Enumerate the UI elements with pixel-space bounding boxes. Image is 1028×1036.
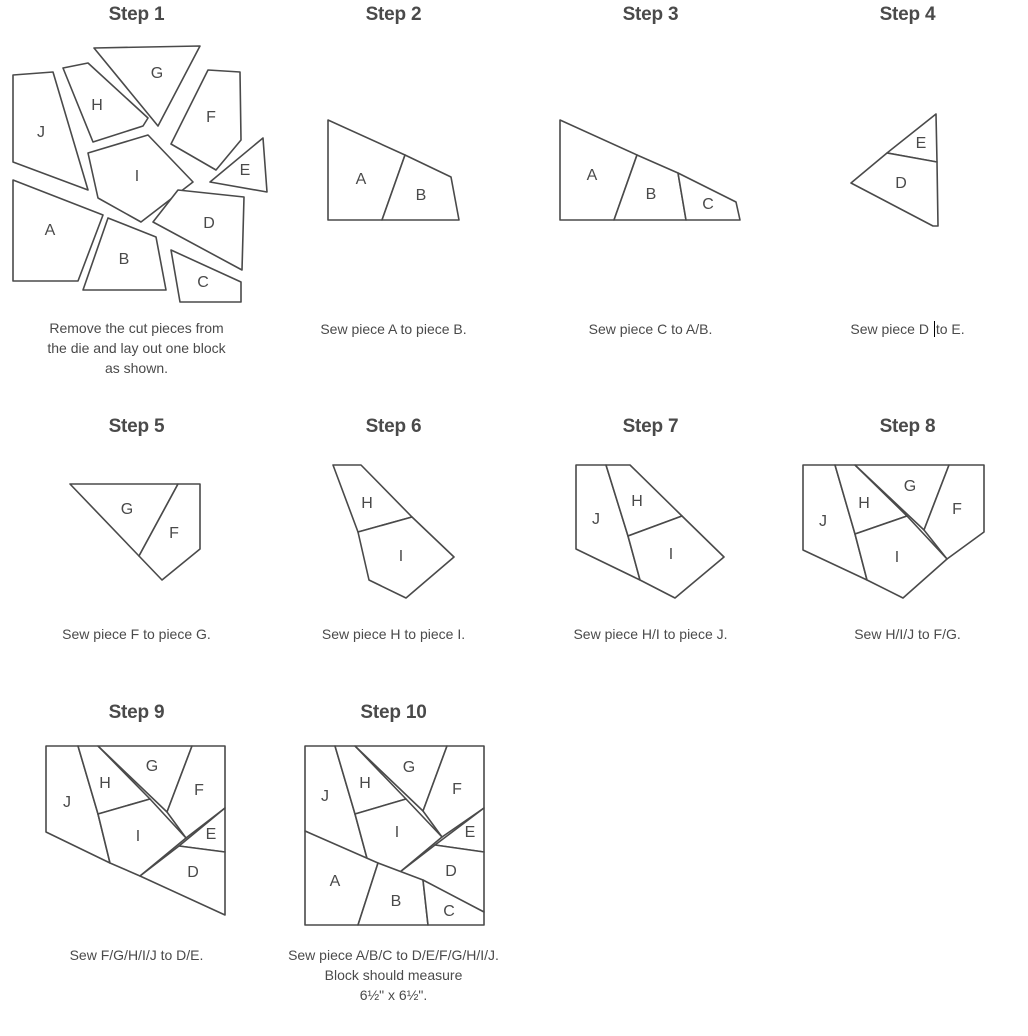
step-4-diagram	[779, 0, 1028, 240]
piece-label-g: G	[145, 758, 159, 776]
piece-label-g: G	[120, 501, 134, 519]
step-title: Step 6	[365, 416, 422, 437]
piece-label-h: H	[361, 495, 373, 513]
step-caption: Sew piece H to piece I.	[321, 626, 466, 642]
step-10-diagram	[265, 698, 522, 938]
piece-label-c: C	[702, 196, 714, 214]
caption-text-before: Sew piece D	[850, 321, 933, 337]
piece-label-e: E	[464, 824, 476, 842]
caption-text-after: to E.	[935, 321, 965, 337]
step-caption: Sew H/I/J to F/G.	[854, 626, 961, 642]
step-6-diagram	[265, 412, 522, 612]
step-title: Step 4	[879, 4, 936, 25]
piece-label-i: I	[894, 549, 900, 567]
step-title: Step 8	[879, 416, 936, 437]
step-caption: Sew F/G/H/I/J to D/E.	[69, 947, 204, 963]
piece-label-j: J	[592, 511, 600, 529]
step-2-diagram	[265, 0, 522, 240]
piece-label-b: B	[390, 893, 402, 911]
step-caption: Remove the cut pieces from the die and lay out one block as shown.	[47, 320, 226, 376]
piece-a	[13, 180, 103, 281]
piece-label-b: B	[118, 251, 130, 269]
step-1-layout-diagram	[8, 0, 278, 310]
piece-label-i: I	[398, 548, 404, 566]
piece-label-e: E	[915, 135, 927, 153]
step-caption: Sew piece A/B/C to D/E/F/G/H/I/J. Block should measure 6½" x 6½".	[288, 947, 499, 1003]
piece-label-h: H	[99, 775, 111, 793]
step-title: Step 5	[108, 416, 165, 437]
piece-label-b: B	[415, 187, 427, 205]
step-caption: Sew piece A to piece B.	[320, 321, 467, 337]
piece-label-i: I	[135, 828, 141, 846]
step-caption	[779, 319, 1028, 339]
piece-label-d: D	[445, 863, 457, 881]
piece-label-f: F	[206, 109, 216, 127]
piece-label-h: H	[631, 493, 643, 511]
piece-label-j: J	[63, 794, 71, 812]
piece-label-f: F	[952, 501, 962, 519]
step-7-diagram	[522, 412, 779, 612]
step-title: Step 9	[108, 702, 165, 723]
piece-label-i: I	[394, 824, 400, 842]
piece-label-a: A	[586, 167, 598, 185]
piece-label-h: H	[858, 495, 870, 513]
piece-label-f: F	[194, 782, 204, 800]
piece-label-j: J	[819, 513, 827, 531]
piece-label-h: H	[359, 775, 371, 793]
piece-label-e: E	[205, 826, 217, 844]
piece-label-f: F	[169, 525, 179, 543]
step-title: Step 2	[365, 4, 422, 25]
piece-label-i: I	[668, 546, 674, 564]
piece-label-e: E	[239, 162, 251, 180]
piece-label-i: I	[134, 168, 140, 186]
piece-label-j: J	[37, 124, 45, 142]
piece-label-a: A	[44, 222, 56, 240]
piece-i	[358, 517, 454, 598]
piece-label-d: D	[187, 864, 199, 882]
step-9-diagram	[8, 698, 265, 938]
step-title: Step 3	[622, 4, 679, 25]
piece-label-d: D	[895, 175, 907, 193]
piece-label-g: G	[903, 478, 917, 496]
piece-label-c: C	[443, 903, 455, 921]
piece-label-a: A	[329, 873, 341, 891]
text-cursor	[934, 321, 935, 337]
step-title: Step 1	[108, 4, 165, 25]
step-8-diagram	[779, 412, 1028, 612]
step-caption: Sew piece C to A/B.	[588, 321, 713, 337]
step-caption: Sew piece F to piece G.	[62, 626, 211, 642]
piece-label-f: F	[452, 781, 462, 799]
step-3-diagram	[522, 0, 779, 240]
piece-label-j: J	[321, 788, 329, 806]
piece-label-a: A	[355, 171, 367, 189]
piece-label-b: B	[645, 186, 657, 204]
step-caption: Sew piece H/I to piece J.	[573, 626, 728, 642]
piece-label-c: C	[197, 274, 209, 292]
step-title: Step 7	[622, 416, 679, 437]
piece-label-d: D	[203, 215, 215, 233]
step-title: Step 10	[360, 702, 427, 723]
step-5-diagram	[8, 412, 265, 612]
piece-label-g: G	[150, 65, 164, 83]
piece-label-h: H	[91, 97, 103, 115]
piece-label-g: G	[402, 759, 416, 777]
